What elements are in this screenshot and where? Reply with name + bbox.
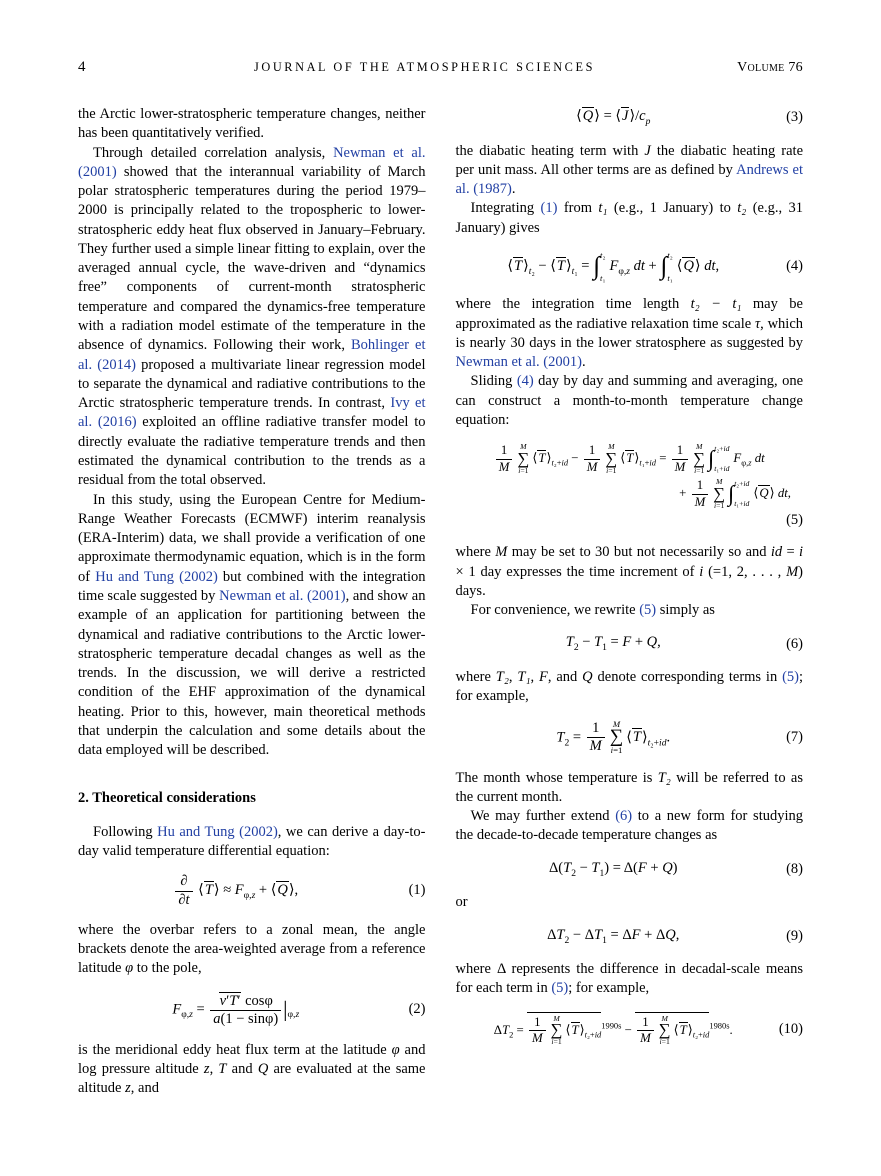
citation-link[interactable]: Newman et al. (2001)	[78, 144, 426, 180]
citation-link[interactable]: Andrews et al. (1987)	[455, 161, 803, 198]
equation-9-number: (9)	[786, 927, 803, 944]
equation-5-number: (5)	[786, 511, 803, 528]
equation-2-body: $F_{\varphi,z}$ = $\frac{v'T' \cos\varphi}{a(1 - \sin\varphi)}$ $|_{\varphi,z}$	[172, 992, 300, 1028]
equation-1-number: (1)	[408, 882, 426, 899]
left-column	[78, 105, 426, 1098]
equation-10	[456, 1012, 804, 1047]
equation-5-line2: + $\frac{1}{M}$ M ∑ i=1 ∫ t₂+id t₁+id ⟨Q⟩ dt,	[679, 477, 791, 510]
equation-4	[456, 251, 804, 282]
equation-3-number: (3)	[786, 109, 803, 126]
paragraph-current-month	[456, 769, 804, 808]
text-segment: φ	[391, 1041, 400, 1058]
section-heading-theoretical-considerations: 2. Theoretical considerations	[78, 789, 256, 806]
text-segment: where Δ represents the difference in decadal-scale means for each term in	[455, 961, 803, 997]
text-segment: t₂	[737, 200, 747, 217]
text-segment: and log pressure altitude	[78, 1041, 426, 1077]
equation-6-body: $T_2 - T_1 = F + Q$,	[565, 634, 661, 654]
text-segment: × 1 day expresses the time increment of	[455, 563, 700, 580]
text-segment: The month whose temperature is	[455, 769, 658, 786]
text-segment: may be set to 30 but not necessarily so and	[507, 544, 771, 561]
text-segment: T₂	[495, 668, 509, 685]
page-number: 4	[78, 59, 86, 75]
text-segment: the diabatic heating term with	[455, 142, 645, 159]
paragraph-verified	[78, 105, 426, 144]
text-segment: where the integration time length	[455, 296, 691, 313]
text-segment: M	[786, 563, 799, 580]
text-segment: z	[125, 1080, 131, 1097]
text-segment: F	[539, 668, 548, 685]
equation-3-body: ⟨Q⟩ = $⟨J⟩/c_p$	[576, 107, 651, 127]
text-segment: , and	[547, 668, 583, 685]
two-column-body	[78, 105, 803, 1098]
paragraph-m-days	[456, 543, 804, 601]
text-segment: Sliding	[470, 373, 517, 390]
citation-link[interactable]: (1)	[540, 200, 558, 217]
text-segment: day by day and summing and averaging, one can construct a month-to-month temperature change equation:	[455, 373, 804, 428]
text-segment: z	[203, 1060, 210, 1077]
citation-link[interactable]: Bohlinger et al. (2014)	[78, 337, 426, 373]
text-segment: t₁	[598, 200, 608, 217]
text-segment: M	[495, 544, 508, 561]
text-segment: T₁	[517, 668, 531, 685]
text-segment: (=1, 2, . . . ,	[703, 563, 787, 580]
equation-7	[456, 720, 804, 756]
text-segment: the diabatic heating rate per unit mass. All other terms are as defined by	[455, 142, 804, 178]
paragraph-this-study	[78, 491, 426, 761]
text-segment: J	[644, 142, 651, 159]
text-segment: showed that the interannual variability of March polar stratospheric temperatures during the period 1979–2000 is principally related to the tropospheric to lower-stratospheric eddy heat flux observed in January–February. They further used a simple linear fitting to explain, over the averaged annual cycle, the wave-driven and “dynamics free” components of current-month stratospheric temperature and compared the dynamics-free temperature with a radiation model estimate of the temperature in the absence of dynamics. Following their work,	[78, 163, 426, 354]
equation-1-body: $\frac{\partial}{\partial t}$ ⟨T⟩ ≈ $F_{\varphi,z}$ + ⟨Q⟩,	[78, 874, 394, 907]
paragraph-overbar	[78, 921, 426, 979]
text-segment: to the pole,	[133, 960, 202, 977]
citation-link[interactable]: (6)	[615, 808, 633, 825]
text-segment: In this study, using the European Centre for Medium-Range Weather Forecasts (ECMWF) interim reanalysis (ERA-Interim) data, we shall provide a verification of one approximate thermodynamic equation, which is in the form of	[78, 491, 426, 585]
text-segment: , and	[130, 1080, 159, 1097]
text-segment: For convenience, we rewrite	[470, 602, 640, 619]
text-segment: ; for example,	[455, 668, 804, 705]
text-segment: Integrating	[470, 200, 541, 217]
equation-2-number: (2)	[408, 1000, 426, 1017]
equation-6-number: (6)	[786, 635, 803, 652]
text-segment: t₂ − t₁	[690, 296, 742, 313]
text-segment: τ	[754, 315, 761, 332]
text-segment: φ	[125, 960, 134, 977]
text-segment: Through detailed correlation analysis,	[93, 144, 334, 161]
text-segment: will be referred to as the current month.	[455, 769, 803, 805]
text-segment: ) days.	[455, 563, 803, 599]
text-segment: T	[218, 1060, 227, 1077]
paragraph-extend	[456, 807, 804, 846]
text-segment: i	[699, 563, 704, 580]
equation-1	[78, 874, 426, 907]
text-segment: We may further extend	[470, 808, 616, 825]
citation-link[interactable]: Hu and Tung (2002)	[157, 823, 278, 840]
equation-7-number: (7)	[786, 728, 803, 745]
text-segment: T₂	[657, 769, 671, 786]
text-segment: =	[782, 544, 799, 561]
paragraph-sliding	[456, 372, 804, 430]
text-segment: exploited an offline radiative transfer model to directly evaluate the radiative temperature trends and then estimated the dynamical contribution to the trends as a residual from the total observed.	[78, 414, 426, 489]
text-segment: or	[455, 894, 468, 911]
citation-link[interactable]: (5)	[782, 668, 799, 685]
text-segment: .	[511, 181, 516, 198]
equation-5	[456, 443, 804, 530]
paragraph-diabatic-heating	[456, 142, 804, 200]
equation-5-line1: $\frac{1}{M}$ M ∑ i=1 $⟨T⟩_{t_2+id}$ − $\frac{1}{M}$ M ∑ i=1 $⟨T⟩_{t_1+id}$ = $\frac{1}{M}$ M ∑ i=1 ∫ t₂+id t₁+id $F_{\varphi,z}$ dt	[456, 443, 804, 475]
paragraph-time-scale	[456, 295, 804, 372]
text-segment: ,	[530, 668, 540, 685]
paragraph-or	[456, 893, 804, 912]
text-segment: where the overbar refers to a zonal mean, the angle brackets denote the area-weighted average from a reference latitude	[78, 921, 426, 977]
paragraph-delta-decadal	[456, 960, 804, 999]
citation-link[interactable]: Ivy et al. (2016)	[78, 395, 426, 431]
equation-7-body: $T_2$ = $\frac{1}{M}$ M ∑ i=1 $⟨T⟩_{t_2+id}$.	[556, 718, 671, 756]
paragraph-correlation-analysis	[78, 144, 426, 491]
citation-link[interactable]: Newman et al. (2001)	[455, 354, 582, 371]
paragraph-following-hu-tung	[78, 823, 426, 862]
equation-4-number: (4)	[786, 257, 803, 274]
text-segment: Following	[93, 823, 158, 840]
text-segment: from	[557, 200, 599, 217]
text-segment: ,	[508, 668, 518, 685]
equation-9	[456, 926, 804, 948]
text-segment: , which is nearly 30 days in the lower stratosphere as suggested by	[455, 315, 804, 351]
text-segment: simply as	[656, 602, 715, 619]
equation-9-body: $\Delta T_2 - \Delta T_1 = \Delta F + \Delta Q$,	[547, 926, 680, 946]
equation-6	[456, 633, 804, 655]
equation-3	[456, 107, 804, 129]
equation-10-body: $\Delta T_2$ = $\frac{1}{M}$ M ∑ i=1 $⟨T⟩_{t_2+id}^{1990s}$ − $\frac{1}{M}$ M ∑ i=1 $⟨T⟩_{t_2+id}^{1980s}$.	[493, 1013, 733, 1047]
equation-10-number: (10)	[778, 1020, 803, 1037]
text-segment: (e.g., 31 January) gives	[455, 200, 804, 236]
text-segment: id	[770, 544, 783, 561]
text-segment: is the meridional eddy heat flux term at the latitude	[78, 1041, 392, 1058]
text-segment: proposed a multivariate linear regression model to separate the dynamical and radiative contributions to the Arctic stratospheric temperature trends. In contrast,	[78, 356, 426, 412]
text-segment: are evaluated at the same altitude	[78, 1060, 426, 1097]
paragraph-convenience	[456, 601, 804, 620]
text-segment: , we can derive a day-to-day valid temperature differential equation:	[78, 823, 426, 860]
text-segment: the Arctic lower-stratospheric temperature changes, neither has been quantitatively verified.	[78, 105, 426, 142]
volume-label: Volume 76	[737, 60, 803, 75]
equation-8-number: (8)	[786, 860, 803, 877]
running-head	[78, 58, 803, 78]
text-segment: , and show an example of an application for partitioning between the dynamical and radiative contributions to the Arctic lower-stratospheric temperature decadal changes as well as the trends. In the discussion, we will derive a restricted condition of the EHF approximation of the dynamical heating. Prior to this, however, main theoretical methods that underpin the calculation and some details about the data employed will be described.	[78, 587, 426, 759]
text-segment: (e.g., 1 January) to	[607, 200, 738, 217]
equation-8-body: $\Delta(T_2 - T_1) = \Delta(F + Q)$	[548, 859, 678, 879]
text-segment: where	[455, 544, 496, 561]
text-segment: ,	[209, 1060, 219, 1077]
right-column	[456, 105, 804, 1098]
text-segment: where	[455, 668, 496, 685]
text-segment: but combined with the integration time scale suggested by	[78, 568, 426, 604]
text-segment: may be approximated as the radiative relaxation time scale	[455, 296, 803, 332]
text-segment: i	[798, 544, 803, 561]
citation-link[interactable]: Newman et al. (2001)	[219, 587, 346, 604]
text-segment: ; for example,	[568, 980, 650, 997]
text-segment: to a new form for studying the decade-to-decade temperature changes as	[455, 808, 803, 844]
paragraph-corresponding-terms	[456, 668, 804, 707]
equation-5-body	[456, 443, 804, 530]
citation-link[interactable]: (4)	[516, 373, 534, 390]
equation-8	[456, 859, 804, 881]
text-segment: .	[581, 354, 586, 371]
paragraph-eddy-heat-flux	[78, 1041, 426, 1099]
citation-link[interactable]: (5)	[639, 602, 657, 619]
equation-2	[78, 992, 426, 1028]
equation-4-body: $⟨T⟩_{t_2}$ − $⟨T⟩_{t_1}$ = ∫ t₂ t₁ $F_{\varphi,z}$ dt + ∫ t₂ t₁ ⟨Q⟩ dt,	[507, 249, 720, 283]
text-segment: denote corresponding terms in	[592, 668, 783, 685]
text-segment: and	[226, 1060, 258, 1077]
text-segment: Q	[582, 668, 593, 685]
text-segment: Q	[257, 1060, 269, 1077]
paragraph-integrating	[456, 199, 804, 238]
journal-title: JOURNAL OF THE ATMOSPHERIC SCIENCES	[253, 60, 596, 74]
citation-link[interactable]: Hu and Tung (2002)	[95, 568, 218, 585]
citation-link[interactable]: (5)	[551, 980, 569, 997]
